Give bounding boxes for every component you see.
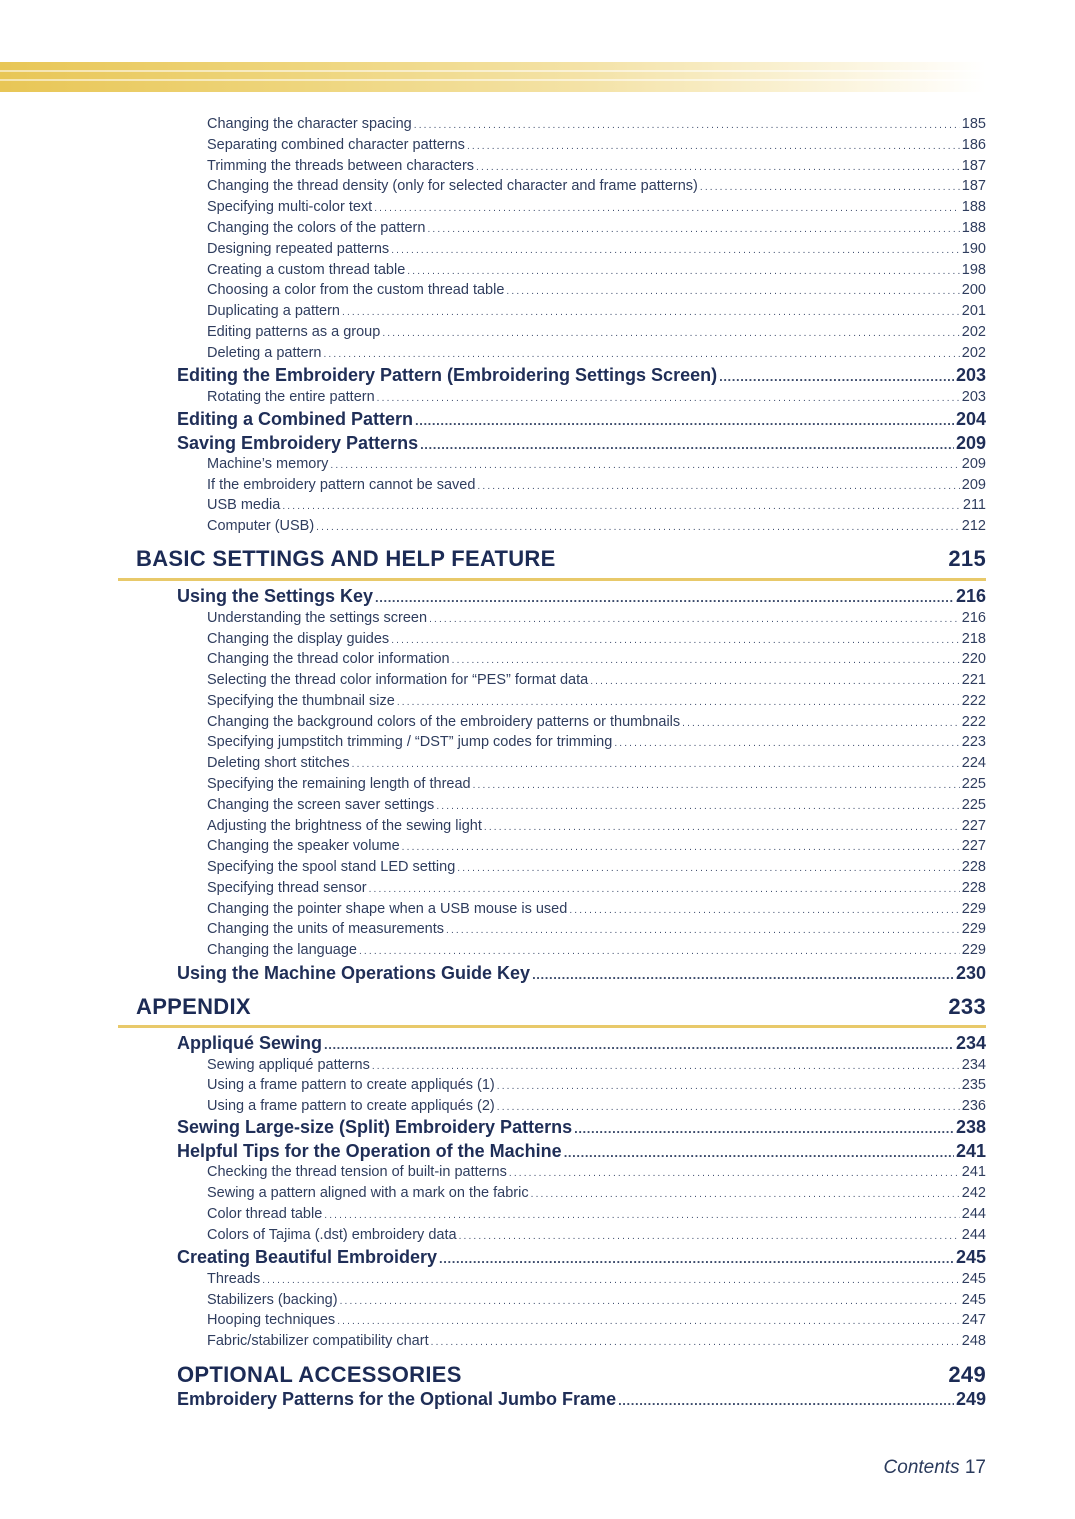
dot-leader	[377, 389, 960, 405]
toc-subsection-entry[interactable]	[207, 1185, 986, 1205]
dot-leader	[497, 1098, 960, 1114]
entry-title: Checking the thread tension of built-in patterns	[207, 1164, 507, 1180]
dot-leader	[407, 262, 960, 278]
toc-subsection-entry[interactable]	[207, 901, 986, 921]
entry-page: 236	[961, 1098, 986, 1114]
entry-page: 242	[961, 1185, 986, 1201]
entry-page: 229	[961, 942, 986, 958]
entry-title: Creating Beautiful Embroidery	[177, 1247, 438, 1267]
dot-leader	[282, 497, 961, 513]
toc-subsection-entry[interactable]	[207, 672, 986, 692]
entry-page: 190	[961, 241, 986, 257]
toc-section-entry[interactable]	[177, 1117, 986, 1141]
entry-page: 222	[961, 693, 986, 709]
entry-page: 200	[961, 282, 986, 298]
entry-page: 218	[961, 631, 986, 647]
entry-page: 202	[961, 345, 986, 361]
entry-title: USB media	[207, 497, 281, 513]
chapter-rule	[118, 578, 986, 581]
toc-subsection-entry[interactable]	[207, 693, 986, 713]
entry-title: Rotating the entire pattern	[207, 389, 375, 405]
header-decorative-band	[0, 62, 986, 92]
entry-page: 245	[961, 1271, 986, 1287]
toc-section-entry[interactable]	[177, 365, 986, 389]
toc-subsection-entry[interactable]	[207, 199, 986, 219]
entry-title: Understanding the settings screen	[207, 610, 428, 626]
toc-subsection-entry[interactable]	[207, 714, 986, 734]
entry-page: 225	[961, 776, 986, 792]
dot-leader	[369, 880, 960, 896]
dot-leader	[323, 345, 959, 361]
entry-page: 185	[961, 116, 986, 132]
dot-leader	[429, 610, 960, 626]
entry-title: Changing the units of measurements	[207, 921, 444, 937]
chapter-heading[interactable]	[136, 546, 986, 572]
entry-title: Editing the Embroidery Pattern (Embroidering Settings Screen)	[177, 365, 718, 385]
entry-page: 188	[961, 220, 986, 236]
entry-title: Using the Settings Key	[177, 586, 374, 606]
toc-subsection-entry[interactable]	[207, 241, 986, 261]
toc-subsection-entry[interactable]	[207, 303, 986, 323]
chapter-page: 215	[948, 546, 986, 571]
dot-leader	[262, 1271, 960, 1287]
entry-title: Adjusting the brightness of the sewing light	[207, 818, 482, 834]
dot-leader	[391, 631, 960, 647]
page-footer	[884, 1457, 986, 1479]
entry-title: Sewing appliqué patterns	[207, 1057, 370, 1073]
toc-subsection-entry[interactable]	[207, 651, 986, 671]
chapter-heading[interactable]	[136, 994, 986, 1020]
entry-title: Selecting the thread color information for “PES” format data	[207, 672, 589, 688]
dot-leader	[532, 963, 954, 984]
dot-leader	[352, 755, 960, 771]
entry-title: Trimming the threads between characters	[207, 158, 475, 174]
dot-leader	[431, 1333, 960, 1349]
entry-title: Specifying the spool stand LED setting	[207, 859, 456, 875]
entry-page: 234	[961, 1057, 986, 1073]
entry-page: 245	[961, 1292, 986, 1308]
toc-subsection-entry[interactable]	[207, 776, 986, 796]
toc-subsection-entry[interactable]	[207, 1098, 986, 1118]
entry-page: 249	[955, 1389, 986, 1409]
entry-title: Separating combined character patterns	[207, 137, 465, 153]
toc-subsection-entry[interactable]	[207, 921, 986, 941]
toc-subsection-entry[interactable]	[207, 1227, 986, 1247]
toc-subsection-entry[interactable]	[207, 755, 986, 775]
dot-leader	[436, 797, 959, 813]
entry-page: 227	[961, 838, 986, 854]
toc-subsection-entry[interactable]	[207, 262, 986, 282]
entry-title: Specifying thread sensor	[207, 880, 367, 896]
entry-title: Changing the thread density (only for selected character and frame patterns)	[207, 178, 698, 194]
chapter-title: APPENDIX	[136, 994, 251, 1019]
dot-leader	[324, 1033, 954, 1054]
toc-section-entry[interactable]	[177, 433, 986, 457]
entry-title: Saving Embroidery Patterns	[177, 433, 419, 453]
entry-title: Specifying jumpstitch trimming / “DST” jump codes for trimming	[207, 734, 613, 750]
entry-title: Deleting a pattern	[207, 345, 322, 361]
entry-page: 229	[961, 921, 986, 937]
entry-title: Sewing a pattern aligned with a mark on the fabric	[207, 1185, 529, 1201]
dot-leader	[359, 942, 960, 958]
entry-title: Appliqué Sewing	[177, 1033, 323, 1053]
dot-leader	[402, 838, 960, 854]
entry-title: Choosing a color from the custom thread table	[207, 282, 505, 298]
entry-title: Using the Machine Operations Guide Key	[177, 963, 531, 983]
entry-page: 247	[961, 1312, 986, 1328]
entry-title: If the embroidery pattern cannot be saved	[207, 477, 476, 493]
entry-title: Changing the character spacing	[207, 116, 412, 132]
entry-page: 209	[955, 433, 986, 453]
entry-page: 245	[955, 1247, 986, 1267]
toc-subsection-entry[interactable]	[207, 456, 986, 476]
entry-page: 201	[961, 303, 986, 319]
entry-page: 204	[955, 409, 986, 429]
entry-title: Machine’s memory	[207, 456, 329, 472]
entry-title: Using a frame pattern to create appliqués (2)	[207, 1098, 495, 1114]
dot-leader	[590, 672, 960, 688]
dot-leader	[330, 456, 959, 472]
entry-page: 216	[955, 586, 986, 606]
dot-leader	[316, 518, 960, 534]
toc-subsection-entry[interactable]	[207, 631, 986, 651]
entry-page: 216	[961, 610, 986, 626]
dot-leader	[618, 1389, 954, 1410]
entry-title: Threads	[207, 1271, 261, 1287]
toc-subsection-entry[interactable]	[207, 497, 986, 517]
entry-page: 227	[961, 818, 986, 834]
entry-title: Designing repeated patterns	[207, 241, 390, 257]
entry-title: Changing the speaker volume	[207, 838, 400, 854]
footer-label: Contents	[883, 1457, 960, 1478]
entry-page: 220	[961, 651, 986, 667]
dot-leader	[497, 1077, 960, 1093]
entry-title: Specifying the thumbnail size	[207, 693, 395, 709]
toc-subsection-entry[interactable]	[207, 324, 986, 344]
toc-subsection-entry[interactable]	[207, 1312, 986, 1332]
entry-page: 203	[955, 365, 986, 385]
dot-leader	[420, 433, 954, 454]
entry-page: 202	[961, 324, 986, 340]
toc-subsection-entry[interactable]	[207, 116, 986, 136]
toc-subsection-entry[interactable]	[207, 345, 986, 365]
entry-page: 230	[955, 963, 986, 983]
toc-section-entry[interactable]	[177, 1389, 986, 1413]
toc-subsection-entry[interactable]	[207, 389, 986, 409]
entry-page: 224	[961, 755, 986, 771]
entry-title: Specifying multi-color text	[207, 199, 373, 215]
dot-leader	[682, 714, 960, 730]
chapter-title: OPTIONAL ACCESSORIES	[177, 1362, 462, 1387]
toc-subsection-entry[interactable]	[207, 1077, 986, 1097]
entry-page: 187	[961, 178, 986, 194]
toc-subsection-entry[interactable]	[207, 158, 986, 178]
dot-leader	[414, 116, 960, 132]
chapter-page: 233	[948, 994, 986, 1019]
dot-leader	[340, 1292, 960, 1308]
toc-subsection-entry[interactable]	[207, 1057, 986, 1077]
dot-leader	[374, 199, 960, 215]
entry-title: Editing patterns as a group	[207, 324, 381, 340]
entry-title: Editing a Combined Pattern	[177, 409, 414, 429]
toc-subsection-entry[interactable]	[207, 797, 986, 817]
entry-page: 209	[961, 456, 986, 472]
dot-leader	[415, 409, 954, 430]
entry-title: Changing the colors of the pattern	[207, 220, 426, 236]
entry-page: 209	[961, 477, 986, 493]
toc-subsection-entry[interactable]	[207, 880, 986, 900]
entry-page: 222	[961, 714, 986, 730]
entry-title: Changing the display guides	[207, 631, 390, 647]
dot-leader	[564, 1141, 954, 1162]
toc-subsection-entry[interactable]	[207, 1292, 986, 1312]
toc-subsection-entry[interactable]	[207, 1333, 986, 1353]
entry-page: 188	[961, 199, 986, 215]
dot-leader	[614, 734, 959, 750]
toc-subsection-entry[interactable]	[207, 178, 986, 198]
entry-page: 221	[961, 672, 986, 688]
dot-leader	[719, 365, 954, 386]
dot-leader	[506, 282, 959, 298]
dot-leader	[531, 1185, 960, 1201]
entry-page: 238	[955, 1117, 986, 1137]
entry-title: Computer (USB)	[207, 518, 315, 534]
entry-title: Specifying the remaining length of thread	[207, 776, 471, 792]
dot-leader	[446, 921, 960, 937]
entry-title: Deleting short stitches	[207, 755, 350, 771]
entry-title: Fabric/stabilizer compatibility chart	[207, 1333, 429, 1349]
dot-leader	[427, 220, 959, 236]
dot-leader	[477, 477, 959, 493]
toc-section-entry[interactable]	[177, 586, 986, 610]
entry-page: 198	[961, 262, 986, 278]
toc-subsection-entry[interactable]	[207, 1164, 986, 1184]
toc-subsection-entry[interactable]	[207, 477, 986, 497]
footer-page-number: 17	[964, 1457, 986, 1478]
toc-subsection-entry[interactable]	[207, 282, 986, 302]
entry-page: 244	[961, 1227, 986, 1243]
dot-leader	[484, 818, 960, 834]
entry-page: 211	[962, 497, 986, 513]
dot-leader	[382, 324, 959, 340]
dot-leader	[342, 303, 960, 319]
entry-page: 248	[961, 1333, 986, 1349]
dot-leader	[375, 586, 954, 607]
dot-leader	[459, 1227, 960, 1243]
dot-leader	[452, 651, 960, 667]
entry-title: Changing the background colors of the embroidery patterns or thumbnails	[207, 714, 681, 730]
entry-title: Sewing Large-size (Split) Embroidery Patterns	[177, 1117, 573, 1137]
dot-leader	[476, 158, 960, 174]
toc-section-entry[interactable]	[177, 1141, 986, 1165]
entry-page: 241	[961, 1164, 986, 1180]
entry-page: 212	[961, 518, 986, 534]
entry-page: 228	[961, 880, 986, 896]
entry-title: Color thread table	[207, 1206, 323, 1222]
entry-title: Changing the thread color information	[207, 651, 450, 667]
entry-page: 244	[961, 1206, 986, 1222]
toc-subsection-entry[interactable]	[207, 1271, 986, 1291]
dot-leader	[574, 1117, 954, 1138]
entry-page: 186	[961, 137, 986, 153]
dot-leader	[337, 1312, 960, 1328]
entry-page: 223	[961, 734, 986, 750]
entry-page: 235	[961, 1077, 986, 1093]
dot-leader	[473, 776, 960, 792]
toc-section-entry[interactable]	[177, 1033, 986, 1057]
chapter-title: BASIC SETTINGS AND HELP FEATURE	[136, 546, 556, 571]
entry-title: Duplicating a pattern	[207, 303, 340, 319]
entry-title: Colors of Tajima (.dst) embroidery data	[207, 1227, 457, 1243]
dot-leader	[324, 1206, 960, 1222]
toc-subsection-entry[interactable]	[207, 518, 986, 538]
toc-subsection-entry[interactable]	[207, 220, 986, 240]
entry-page: 241	[955, 1141, 986, 1161]
dot-leader	[457, 859, 960, 875]
dot-leader	[509, 1164, 960, 1180]
dot-leader	[700, 178, 960, 194]
toc-subsection-entry[interactable]	[207, 818, 986, 838]
dot-leader	[569, 901, 959, 917]
entry-title: Helpful Tips for the Operation of the Machine	[177, 1141, 562, 1161]
toc-subsection-entry[interactable]	[207, 610, 986, 630]
entry-page: 229	[961, 901, 986, 917]
chapter-heading[interactable]	[177, 1362, 986, 1388]
entry-page: 187	[961, 158, 986, 174]
dot-leader	[467, 137, 960, 153]
dot-leader	[397, 693, 960, 709]
entry-page: 228	[961, 859, 986, 875]
entry-title: Stabilizers (backing)	[207, 1292, 338, 1308]
entry-title: Changing the language	[207, 942, 357, 958]
toc-subsection-entry[interactable]	[207, 734, 986, 754]
entry-title: Hooping techniques	[207, 1312, 336, 1328]
entry-page: 203	[961, 389, 986, 405]
chapter-page: 249	[948, 1362, 986, 1387]
toc-subsection-entry[interactable]	[207, 859, 986, 879]
entry-title: Embroidery Patterns for the Optional Jumbo Frame	[177, 1389, 617, 1409]
dot-leader	[391, 241, 960, 257]
chapter-rule	[118, 1025, 986, 1028]
toc-subsection-entry[interactable]	[207, 1206, 986, 1226]
toc-subsection-entry[interactable]	[207, 838, 986, 858]
toc-subsection-entry[interactable]	[207, 942, 986, 962]
entry-title: Using a frame pattern to create appliqués (1)	[207, 1077, 495, 1093]
toc-section-entry[interactable]	[177, 963, 986, 987]
toc-section-entry[interactable]	[177, 1247, 986, 1271]
toc-subsection-entry[interactable]	[207, 137, 986, 157]
entry-title: Changing the screen saver settings	[207, 797, 435, 813]
entry-page: 234	[955, 1033, 986, 1053]
dot-leader	[372, 1057, 960, 1073]
entry-title: Changing the pointer shape when a USB mouse is used	[207, 901, 568, 917]
entry-page: 225	[961, 797, 986, 813]
entry-title: Creating a custom thread table	[207, 262, 406, 278]
toc-section-entry[interactable]	[177, 409, 986, 433]
dot-leader	[439, 1247, 954, 1268]
